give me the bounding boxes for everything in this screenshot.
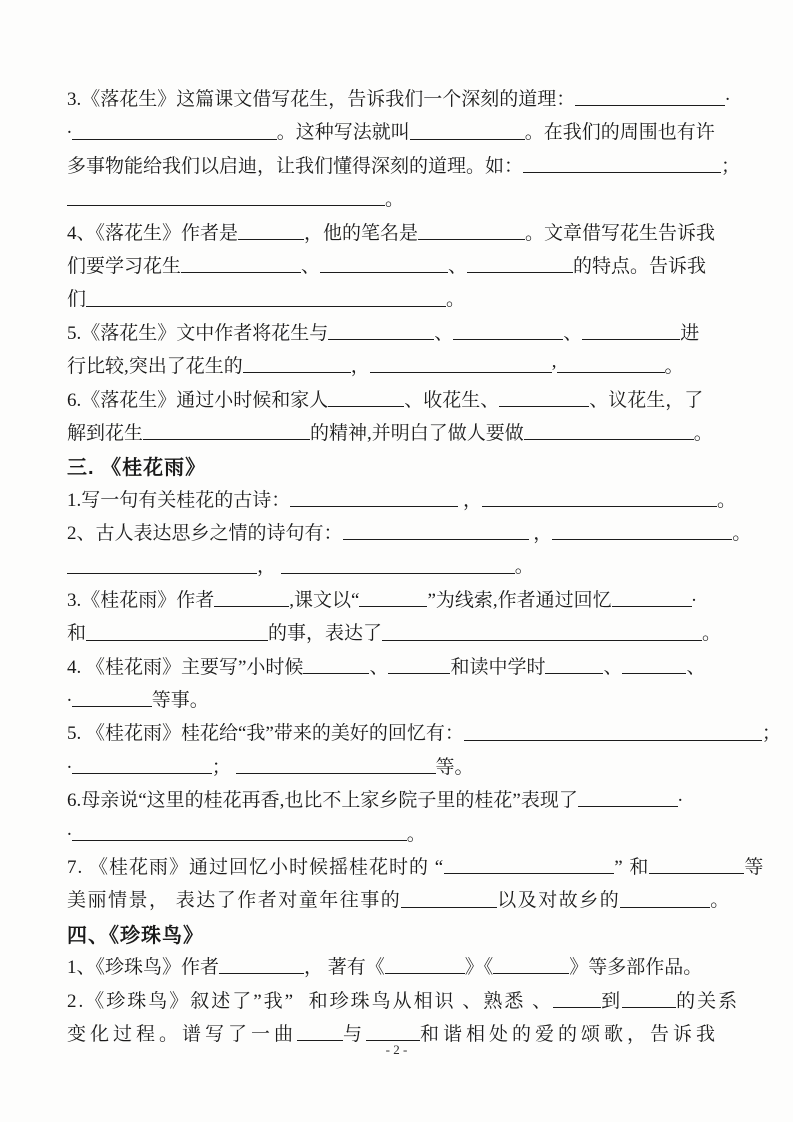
fill-in-blank (143, 418, 310, 440)
fill-in-blank (453, 318, 563, 340)
fill-in-blank (612, 585, 692, 607)
fill-in-blank (366, 1019, 420, 1041)
worksheet-line (67, 986, 740, 1019)
fill-in-blank (72, 752, 212, 774)
text-run: 。文章借写花生告诉我 (525, 222, 716, 244)
fill-in-blank (238, 218, 304, 240)
text-run: 美丽情景， 表达了作者对童年往事的 (67, 890, 402, 912)
worksheet-line (67, 151, 741, 184)
text-run: , (551, 351, 557, 373)
text-run: ， 著有《 (304, 957, 385, 979)
text-run: . (691, 584, 697, 606)
text-run: . (725, 84, 731, 105)
text-run: 四、《珍珠鸟》 (67, 924, 204, 947)
worksheet-line (67, 852, 765, 885)
fill-in-blank (575, 84, 725, 106)
fill-in-blank (464, 718, 762, 740)
fill-in-blank (243, 351, 351, 373)
fill-in-blank (410, 117, 525, 139)
text-run: 、 (369, 656, 389, 678)
fill-in-blank (281, 551, 515, 573)
worksheet-line (67, 84, 729, 117)
text-run: 、议花生，了 (589, 389, 704, 411)
text-run: 2.《珍珠鸟》叙述了”我” 和珍珠鸟从相识 、熟悉 、 (67, 990, 554, 1012)
fill-in-blank (86, 284, 446, 306)
fill-in-blank (86, 618, 268, 640)
worksheet-line (67, 385, 729, 418)
worksheet-line (67, 284, 729, 317)
text-run: 7. 《桂花雨》通过回忆小时候摇桂花时的 “ (67, 856, 445, 878)
worksheet-line (67, 351, 729, 384)
text-run: . (67, 117, 72, 139)
text-run: 的事，表达了 (268, 623, 383, 645)
worksheet-line (67, 819, 729, 852)
fill-in-blank (236, 752, 436, 774)
text-run: 们要学习花生 (67, 255, 182, 277)
document-content (67, 84, 781, 1052)
worksheet-line (67, 117, 729, 150)
page-number: - 2 - (385, 1042, 408, 1057)
text-run: 5.《落花生》文中作者将花生与 (67, 322, 329, 344)
text-run: 、 (448, 255, 468, 277)
fill-in-blank (524, 418, 694, 440)
worksheet-line (67, 885, 729, 918)
fill-in-blank (219, 952, 304, 974)
text-run: 。 (693, 422, 713, 444)
fill-in-blank (370, 351, 552, 373)
worksheet-line (67, 618, 729, 651)
text-run: 。 (717, 489, 737, 511)
text-run: ，他的笔名是 (304, 222, 419, 244)
fill-in-blank (499, 385, 589, 407)
worksheet-line (67, 685, 729, 718)
fill-in-blank (290, 485, 458, 507)
worksheet-line (67, 785, 729, 818)
fill-in-blank (620, 885, 710, 907)
fill-in-blank (67, 184, 385, 206)
text-run: 。 (446, 289, 466, 311)
text-run: 。 (664, 356, 684, 378)
fill-in-blank (181, 251, 301, 273)
text-run: . (67, 751, 72, 773)
text-run: 6.母亲说“这里的桂花再香,也比不上家乡院子里的桂花”表现了 (67, 790, 578, 812)
text-run: 》《 (464, 957, 494, 979)
fill-in-blank (523, 151, 721, 173)
text-run: . (67, 685, 72, 707)
fill-in-blank (482, 485, 717, 507)
fill-in-blank (320, 251, 448, 273)
text-run: 、收花生、 (404, 389, 500, 411)
text-run: 等 (744, 856, 765, 878)
worksheet-line (67, 551, 729, 584)
fill-in-blank (578, 785, 678, 807)
text-run: 多事物能给我们以启迪，让我们懂得深刻的道理。如： (67, 155, 524, 177)
text-run: 等。 (435, 756, 474, 778)
fill-in-blank (328, 385, 404, 407)
fill-in-blank (214, 585, 289, 607)
fill-in-blank (552, 518, 732, 540)
text-run: ； (761, 723, 781, 745)
text-run: 。 (406, 823, 426, 845)
text-run: 、 (686, 656, 706, 678)
text-run: 。这种写法就叫 (276, 122, 410, 144)
worksheet-line (67, 318, 729, 351)
text-run: 》等多部作品。 (569, 957, 703, 979)
text-run: 变化过程。谱写了一曲 (67, 1023, 298, 1045)
text-run: 、 (434, 322, 454, 344)
worksheet-line (67, 485, 737, 518)
text-run: 三. 《桂花雨》 (67, 457, 207, 480)
text-run: 的关系 (676, 990, 740, 1012)
text-run: 。 (710, 890, 731, 912)
text-run: 。 (702, 623, 722, 645)
fill-in-blank (545, 652, 603, 674)
text-run: 的精神,并明白了做人要做 (310, 422, 524, 444)
text-run: 和 (67, 623, 87, 645)
fill-in-blank (388, 652, 450, 674)
fill-in-blank (444, 852, 614, 874)
text-run: 解到花生 (67, 422, 144, 444)
text-run: . (677, 785, 683, 807)
text-run: 6.《落花生》通过小时候和家人 (67, 389, 329, 411)
text-run: ,课文以“ (289, 589, 360, 611)
text-run: ， (350, 356, 370, 378)
text-run: 5. 《桂花雨》桂花给“我”带来的美好的回忆有： (67, 723, 464, 745)
text-run: 1、《珍珠鸟》作者 (67, 957, 220, 979)
text-run: 到 (601, 990, 623, 1012)
text-run: 和谐相处的爱的颂歌，告诉我 (420, 1023, 720, 1045)
text-run: ， (458, 489, 483, 511)
worksheet-line (67, 952, 729, 985)
fill-in-blank (418, 218, 525, 240)
worksheet-line (67, 585, 729, 618)
text-run: 3.《桂花雨》作者 (67, 589, 215, 611)
text-run: . (67, 818, 72, 840)
fill-in-blank (328, 318, 434, 340)
text-run: 进 (680, 322, 700, 344)
worksheet-line (67, 752, 729, 785)
fill-in-blank (557, 351, 665, 373)
text-run: 。在我们的周围也有许 (524, 122, 715, 144)
text-run: ； (211, 756, 236, 778)
fill-in-blank (72, 117, 277, 139)
fill-in-blank (385, 952, 465, 974)
worksheet-line (67, 418, 729, 451)
text-run: 4、《落花生》作者是 (67, 222, 239, 244)
text-run: ”为线索,作者通过回忆 (427, 589, 612, 611)
text-run: 们 (67, 289, 87, 311)
text-run: 4. 《桂花雨》主要写”小时候 (67, 656, 304, 678)
text-run: 2、古人表达思乡之情的诗句有： (67, 523, 343, 545)
text-run: 行比较,突出了花生的 (67, 356, 243, 378)
text-run: ” 和 (614, 856, 650, 878)
text-run: 。 (385, 189, 405, 211)
fill-in-blank (622, 986, 676, 1008)
text-run: 和读中学时 (450, 656, 546, 678)
fill-in-blank (359, 585, 427, 607)
worksheet-line (67, 718, 781, 751)
section-heading (67, 451, 729, 484)
fill-in-blank (67, 551, 257, 573)
fill-in-blank (72, 819, 407, 841)
section-heading (67, 919, 729, 952)
text-run: 1.写一句有关桂花的古诗： (67, 489, 291, 511)
fill-in-blank (303, 652, 369, 674)
worksheet-line (67, 652, 729, 685)
text-run: 。 (514, 556, 534, 578)
fill-in-blank (649, 852, 744, 874)
text-run: 、 (301, 255, 321, 277)
fill-in-blank (401, 885, 497, 907)
worksheet-line (67, 518, 752, 551)
worksheet-line (67, 184, 729, 217)
text-run: 与 (343, 1023, 367, 1045)
text-run: 、 (563, 322, 583, 344)
worksheet-line (67, 251, 729, 284)
fill-in-blank (493, 952, 569, 974)
text-run: 、 (603, 656, 623, 678)
text-run: 。 (732, 523, 752, 545)
fill-in-blank (622, 652, 686, 674)
text-run: ， (257, 556, 281, 578)
text-run: 以及对故乡的 (497, 890, 621, 912)
fill-in-blank (553, 986, 601, 1008)
text-run: ； (721, 155, 741, 177)
fill-in-blank (582, 318, 680, 340)
fill-in-blank (343, 518, 529, 540)
text-run: 3.《落花生》这篇课文借写花生，告诉我们一个深刻的道理： (67, 89, 576, 110)
fill-in-blank (72, 685, 152, 707)
text-run: 等事。 (151, 690, 209, 712)
fill-in-blank (382, 618, 702, 640)
worksheet-line (67, 218, 729, 251)
fill-in-blank (297, 1019, 343, 1041)
fill-in-blank (467, 251, 573, 273)
text-run: ， (528, 523, 553, 545)
text-run: 的特点。告诉我 (573, 255, 707, 277)
